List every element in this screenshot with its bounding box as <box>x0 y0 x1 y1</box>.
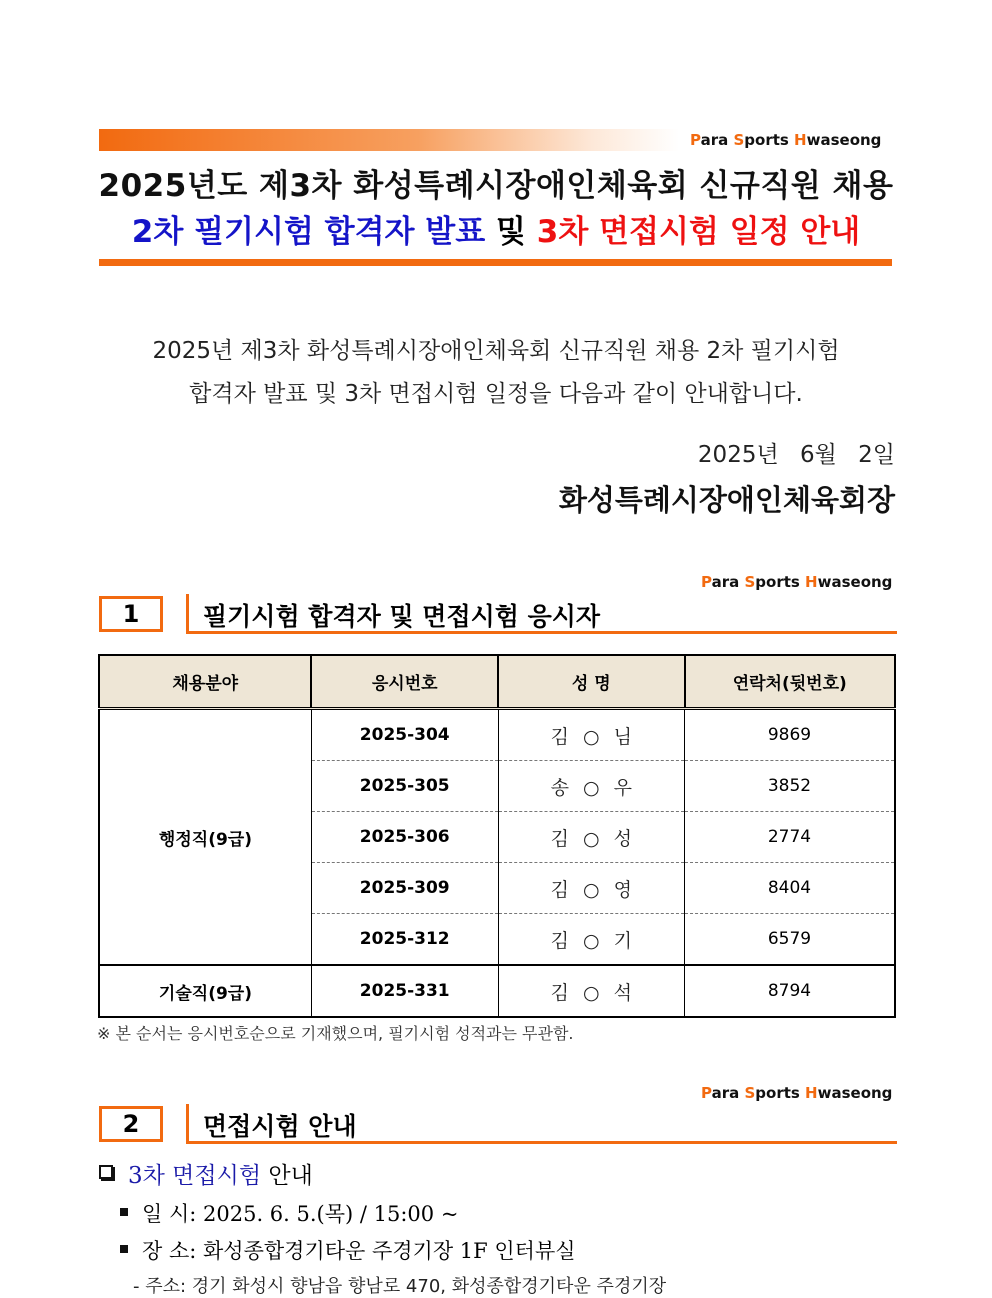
exam-number: 2025-331 <box>311 965 498 1017</box>
organization-name: 화성특례시장애인체육회장 <box>558 483 895 517</box>
applicant-name: 김 ○ 석 <box>550 981 632 1004</box>
contact-number: 8404 <box>685 863 896 914</box>
table-row <box>99 965 895 1017</box>
intro-text <box>0 330 992 416</box>
contact-number: 6579 <box>685 914 896 966</box>
exam-number: 2025-306 <box>311 812 498 863</box>
section1-number: 1 <box>99 596 163 632</box>
header-underline <box>99 259 892 266</box>
table-header-row <box>99 655 895 709</box>
applicant-name: 김 ○ 님 <box>550 725 632 748</box>
header-contact: 연락처(뒷번호) <box>685 655 896 709</box>
results-table <box>98 654 896 1018</box>
interview-address: - 주소: 경기 화성시 향남읍 향남로 470, 화성종합경기타운 주경기장 <box>133 1276 667 1297</box>
exam-number: 2025-312 <box>311 914 498 966</box>
applicant-name: 김 ○ 성 <box>550 827 632 850</box>
brand-tag-section1: Para Sports Hwaseong <box>701 573 893 591</box>
interview-heading-rest: 안내 <box>261 1163 313 1189</box>
table-row <box>99 709 895 761</box>
checkbox-icon <box>99 1165 113 1179</box>
contact-number: 8794 <box>685 965 896 1017</box>
brand-tag-top: Para Sports Hwaseong <box>690 131 882 149</box>
title-line-1: 2025년도 제3차 화성특례시장애인체육회 신규직원 채용 <box>98 168 894 204</box>
category-tech: 기술직(9급) <box>99 965 311 1017</box>
section2-title: 면접시험 안내 <box>203 1112 357 1141</box>
table-note: ※ 본 순서는 응시번호순으로 기재했으며, 필기시험 성적과는 무관함. <box>97 1024 574 1043</box>
title-interview: 3차 면접시험 일정 안내 <box>536 214 861 250</box>
category-admin: 행정직(9급) <box>99 709 311 966</box>
applicant-name: 송 ○ 우 <box>550 776 632 799</box>
exam-number: 2025-305 <box>311 761 498 812</box>
exam-number: 2025-309 <box>311 863 498 914</box>
contact-number: 3852 <box>685 761 896 812</box>
header-exam-number: 응시번호 <box>311 655 498 709</box>
exam-number: 2025-304 <box>311 709 498 761</box>
bullet-square-icon <box>120 1208 128 1216</box>
brand-tag-section2: Para Sports Hwaseong <box>701 1084 893 1102</box>
title-line-2 <box>0 206 992 251</box>
intro-line-1: 2025년 제3차 화성특례시장애인체육회 신규직원 채용 2차 필기시험 <box>152 338 840 364</box>
contact-number: 9869 <box>685 709 896 761</box>
title-written-exam: 2차 필기시험 합격자 발표 <box>131 214 486 250</box>
title-and: 및 <box>496 214 526 250</box>
applicant-name: 김 ○ 기 <box>550 929 632 952</box>
bullet-square-icon <box>120 1245 128 1253</box>
interview-place: 장 소: 화성종합경기타운 주경기장 1F 인터뷰실 <box>142 1239 576 1263</box>
header-category: 채용분야 <box>99 655 311 709</box>
section1-title: 필기시험 합격자 및 면접시험 응시자 <box>203 602 601 631</box>
notice-date: 2025년 6월 2일 <box>697 442 895 468</box>
interview-datetime: 일 시: 2025. 6. 5.(목) / 15:00 ~ <box>142 1202 459 1226</box>
applicant-name: 김 ○ 영 <box>550 878 632 901</box>
contact-number: 2774 <box>685 812 896 863</box>
section2-number: 2 <box>99 1106 163 1142</box>
header-name: 성 명 <box>498 655 684 709</box>
section1-vertical-bar <box>186 594 189 634</box>
interview-heading-blue: 3차 면접시험 <box>128 1163 262 1189</box>
intro-line-2: 합격자 발표 및 3차 면접시험 일정을 다음과 같이 안내합니다. <box>189 381 803 407</box>
section2-vertical-bar <box>186 1104 189 1144</box>
header-gradient-bar <box>99 129 679 151</box>
interview-heading <box>128 1157 313 1190</box>
